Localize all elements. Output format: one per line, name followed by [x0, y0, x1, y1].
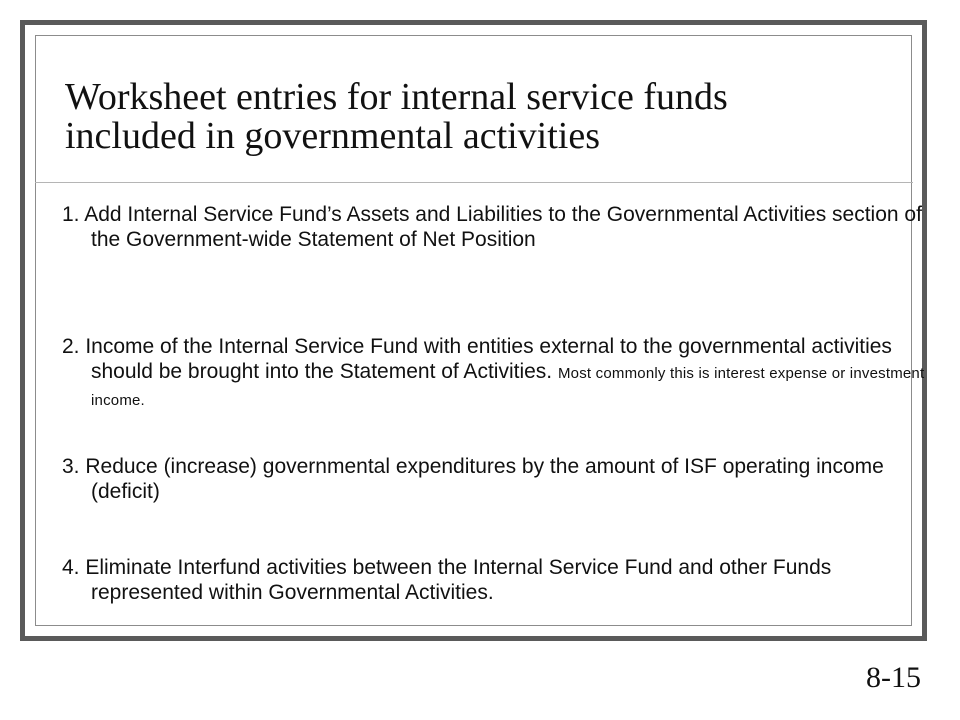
entry-item-4 [62, 555, 941, 605]
entry-item-1-text: 1. Add Internal Service Fund’s Assets and Liabilities to the Governmental Activities section of the Government-wide Statement of Net Position [62, 203, 922, 251]
entry-item-3-text: 3. Reduce (increase) governmental expenditures by the amount of ISF operating income (deficit) [62, 455, 884, 503]
slide-title [65, 78, 885, 156]
title-divider [35, 182, 913, 183]
slide-number: 8-15 [866, 661, 921, 694]
entry-item-3 [62, 454, 941, 504]
slide-title-line-2: included in governmental activities [65, 115, 601, 157]
slide-title-line-1: Worksheet entries for internal service funds [65, 76, 728, 118]
entry-item-2 [62, 334, 941, 413]
entry-item-1 [62, 202, 941, 252]
entry-item-2-text: 2. Income of the Internal Service Fund with entities external to the governmental activities should be brought into the Statement of Activities. [62, 335, 892, 383]
entry-item-4-text: 4. Eliminate Interfund activities between the Internal Service Fund and other Funds represented within Governmental Activities. [62, 556, 832, 604]
entry-item-2-note: Most commonly this is interest expense or investment income. [91, 365, 925, 409]
